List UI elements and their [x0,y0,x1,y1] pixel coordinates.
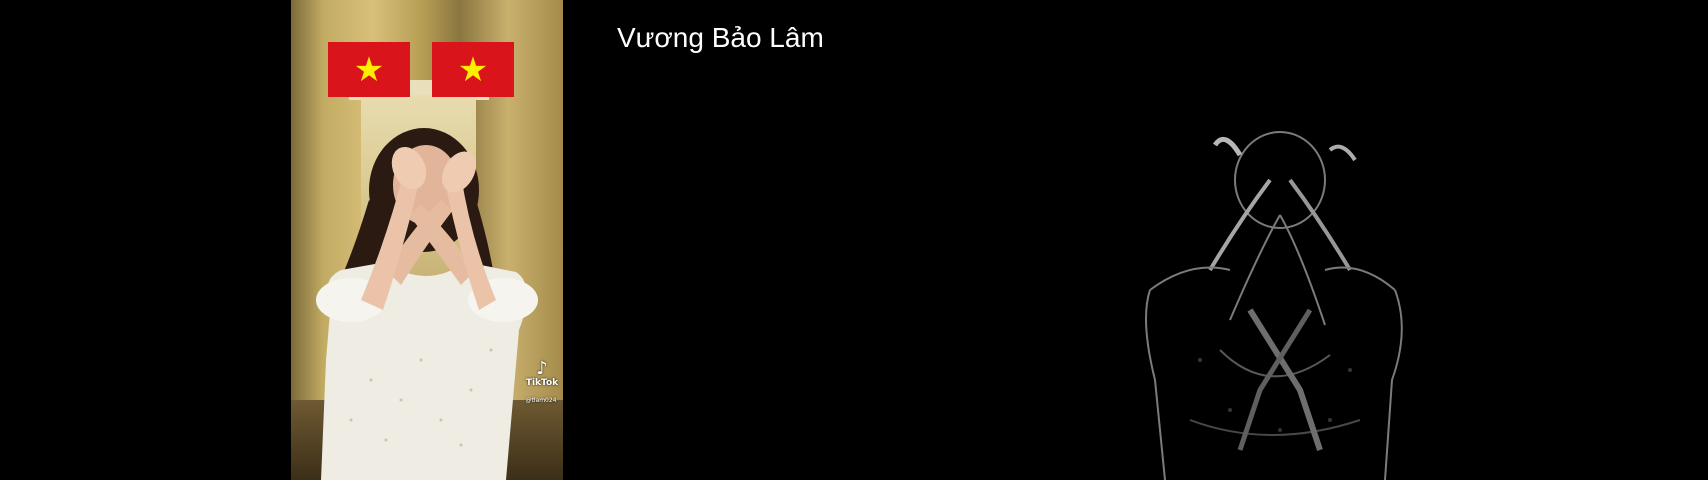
star-icon: ★ [353,49,385,90]
video-title: Vương Bảo Lâm [617,22,824,53]
star-icon: ★ [457,49,489,90]
tiktok-label: TikTok [525,378,559,388]
tiktok-handle: @tlam024 [525,397,557,404]
edge-detection-panel [1130,120,1430,480]
tiktok-watermark [525,360,559,388]
vietnam-flag-icon [328,42,410,97]
vietnam-flag-icon [432,42,514,97]
source-video-panel [291,0,563,480]
tiktok-logo-icon: ♪ [536,358,548,379]
